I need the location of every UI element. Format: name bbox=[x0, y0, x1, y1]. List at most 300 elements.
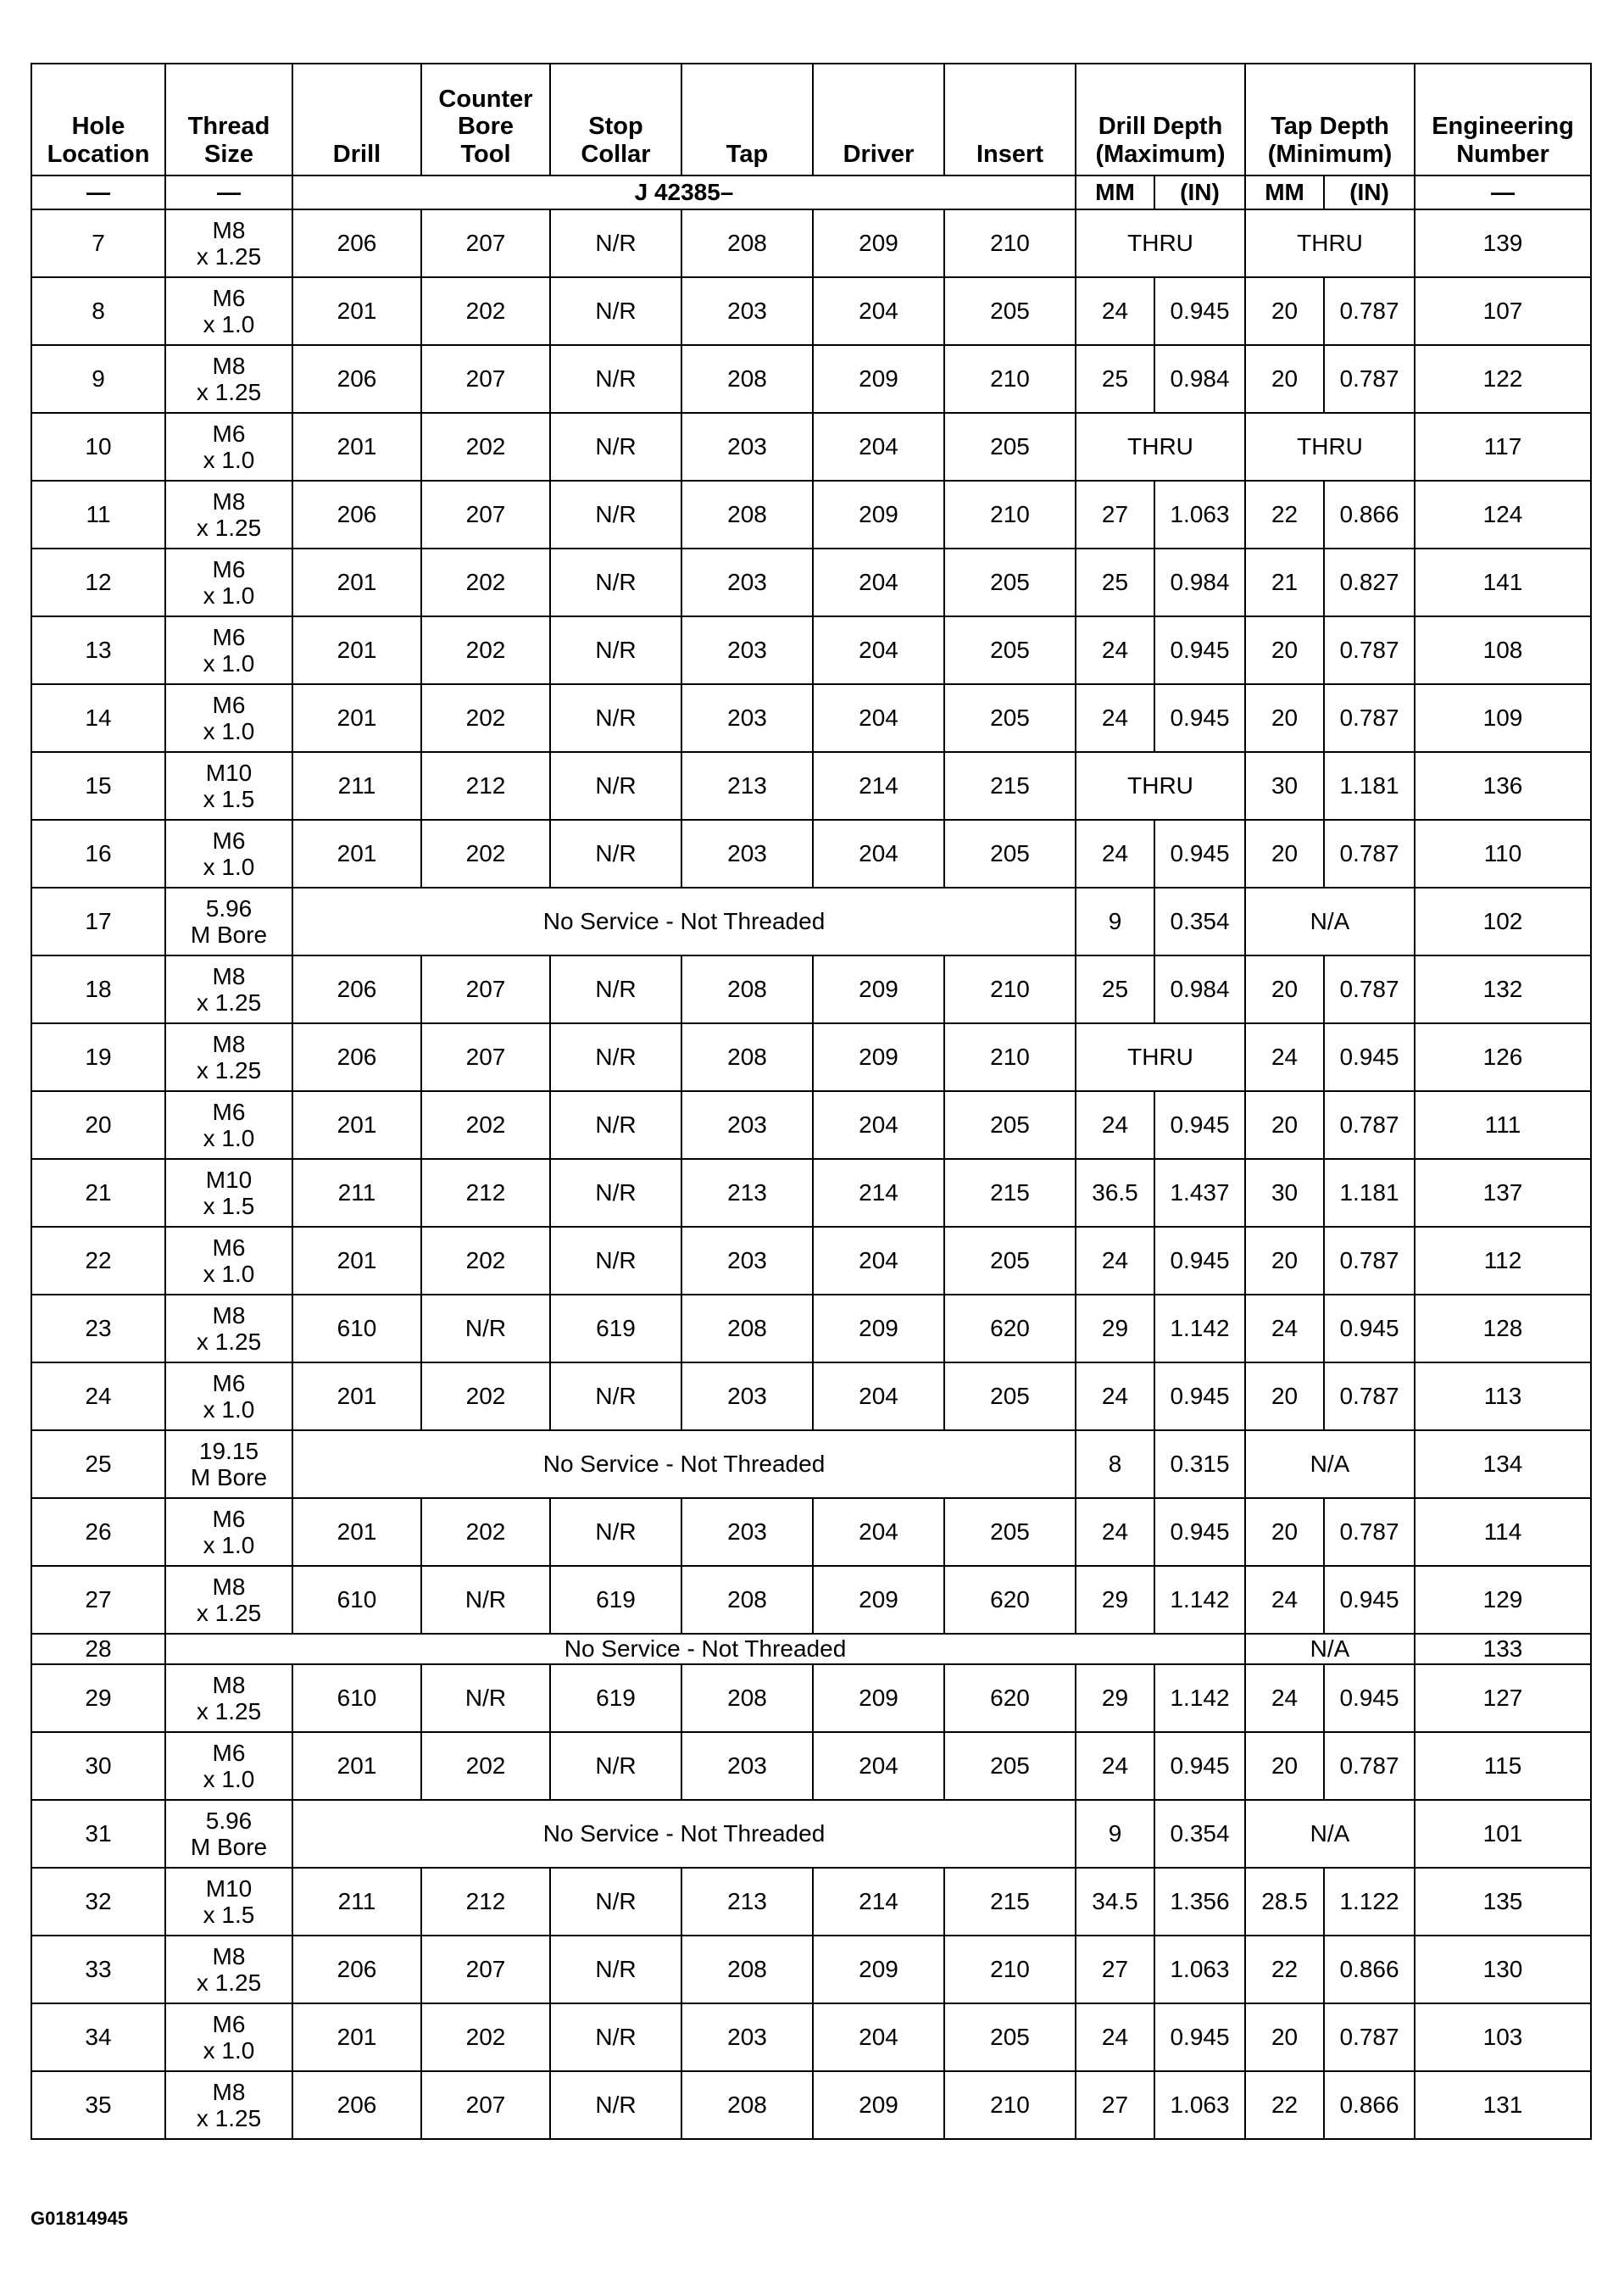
tap-depth-in-cell: 0.945 bbox=[1324, 1664, 1415, 1732]
tap-cell: 203 bbox=[681, 277, 813, 345]
driver-cell: 209 bbox=[813, 1023, 944, 1091]
tap-depth-na-cell: N/A bbox=[1245, 1634, 1415, 1664]
drill-depth-in-cell: 1.063 bbox=[1154, 1936, 1245, 2003]
drill-depth-mm-cell: 24 bbox=[1076, 1091, 1154, 1159]
drill-cell: 211 bbox=[292, 752, 421, 820]
stop-collar-cell: N/R bbox=[550, 209, 681, 277]
header-insert: Insert bbox=[944, 64, 1076, 175]
stop-collar-cell: N/R bbox=[550, 1159, 681, 1227]
tap-depth-in-cell: 1.122 bbox=[1324, 1868, 1415, 1936]
drill-depth-in-cell: 0.945 bbox=[1154, 277, 1245, 345]
driver-cell: 204 bbox=[813, 1091, 944, 1159]
drill-depth-in-cell: 1.063 bbox=[1154, 2071, 1245, 2139]
drill-cell: 201 bbox=[292, 616, 421, 684]
insert-cell: 215 bbox=[944, 1868, 1076, 1936]
engineering-number-cell: 122 bbox=[1415, 345, 1591, 413]
table-row bbox=[31, 209, 1591, 277]
stop-collar-cell: 619 bbox=[550, 1566, 681, 1634]
thread-size-cell: M6 x 1.0 bbox=[165, 1362, 292, 1430]
tap-cell: 213 bbox=[681, 1868, 813, 1936]
hole-location-cell: 7 bbox=[31, 209, 165, 277]
hole-location-cell: 12 bbox=[31, 549, 165, 616]
insert-cell: 620 bbox=[944, 1664, 1076, 1732]
tap-cell: 203 bbox=[681, 549, 813, 616]
hole-location-cell: 24 bbox=[31, 1362, 165, 1430]
counter-bore-tool-cell: 212 bbox=[421, 1159, 550, 1227]
table-row bbox=[31, 1430, 1591, 1498]
counter-bore-tool-cell: 202 bbox=[421, 1498, 550, 1566]
header-thread-size: Thread Size bbox=[165, 64, 292, 175]
engineering-number-cell: 136 bbox=[1415, 752, 1591, 820]
driver-cell: 204 bbox=[813, 684, 944, 752]
tap-depth-mm-cell: 24 bbox=[1245, 1295, 1324, 1362]
counter-bore-tool-cell: N/R bbox=[421, 1664, 550, 1732]
thread-size-cell: M6 x 1.0 bbox=[165, 1498, 292, 1566]
driver-cell: 204 bbox=[813, 2003, 944, 2071]
tap-cell: 203 bbox=[681, 1732, 813, 1800]
drill-depth-in-cell: 1.063 bbox=[1154, 481, 1245, 549]
hole-location-cell: 10 bbox=[31, 413, 165, 481]
drill-depth-mm-cell: 24 bbox=[1076, 616, 1154, 684]
note-cell: No Service - Not Threaded bbox=[292, 1430, 1076, 1498]
table-row bbox=[31, 1800, 1591, 1868]
drill-depth-mm-cell: 24 bbox=[1076, 1732, 1154, 1800]
tap-cell: 208 bbox=[681, 1295, 813, 1362]
tap-depth-mm-cell: 22 bbox=[1245, 1936, 1324, 2003]
tap-depth-in-cell: 0.866 bbox=[1324, 1936, 1415, 2003]
drill-depth-in-cell: 0.945 bbox=[1154, 1732, 1245, 1800]
driver-cell: 214 bbox=[813, 1159, 944, 1227]
tap-cell: 203 bbox=[681, 2003, 813, 2071]
table-row bbox=[31, 345, 1591, 413]
driver-cell: 204 bbox=[813, 413, 944, 481]
engineering-number-cell: 133 bbox=[1415, 1634, 1591, 1664]
header-row bbox=[31, 64, 1591, 175]
tap-depth-in-cell: 0.866 bbox=[1324, 2071, 1415, 2139]
tap-depth-na-cell: N/A bbox=[1245, 1800, 1415, 1868]
drill-depth-mm-cell: 25 bbox=[1076, 345, 1154, 413]
insert-cell: 205 bbox=[944, 1091, 1076, 1159]
hole-location-cell: 11 bbox=[31, 481, 165, 549]
thread-size-cell: M8 x 1.25 bbox=[165, 1295, 292, 1362]
insert-cell: 205 bbox=[944, 549, 1076, 616]
driver-cell: 204 bbox=[813, 549, 944, 616]
insert-cell: 205 bbox=[944, 1498, 1076, 1566]
tap-depth-mm-cell: 20 bbox=[1245, 684, 1324, 752]
subheader-drill-mm: MM bbox=[1076, 175, 1154, 209]
hole-location-cell: 35 bbox=[31, 2071, 165, 2139]
drill-cell: 206 bbox=[292, 345, 421, 413]
insert-cell: 210 bbox=[944, 955, 1076, 1023]
stop-collar-cell: N/R bbox=[550, 2003, 681, 2071]
tap-depth-mm-cell: 30 bbox=[1245, 1159, 1324, 1227]
engineering-number-cell: 110 bbox=[1415, 820, 1591, 888]
thread-size-cell: M6 x 1.0 bbox=[165, 277, 292, 345]
header-drill-depth: Drill Depth (Maximum) bbox=[1076, 64, 1245, 175]
table-row bbox=[31, 1936, 1591, 2003]
stop-collar-cell: N/R bbox=[550, 752, 681, 820]
engineering-number-cell: 132 bbox=[1415, 955, 1591, 1023]
tap-depth-in-cell: 0.787 bbox=[1324, 820, 1415, 888]
thread-size-cell: M6 x 1.0 bbox=[165, 1091, 292, 1159]
drill-cell: 206 bbox=[292, 209, 421, 277]
drill-depth-thru-cell: THRU bbox=[1076, 1023, 1245, 1091]
header-drill: Drill bbox=[292, 64, 421, 175]
drill-depth-mm-cell: 24 bbox=[1076, 1498, 1154, 1566]
table-row bbox=[31, 1566, 1591, 1634]
stop-collar-cell: N/R bbox=[550, 1091, 681, 1159]
driver-cell: 209 bbox=[813, 345, 944, 413]
note-cell: No Service - Not Threaded bbox=[165, 1634, 1245, 1664]
table-row bbox=[31, 684, 1591, 752]
driver-cell: 209 bbox=[813, 1664, 944, 1732]
tap-depth-in-cell: 0.945 bbox=[1324, 1295, 1415, 1362]
drill-depth-mm-cell: 24 bbox=[1076, 1227, 1154, 1295]
tap-cell: 203 bbox=[681, 1498, 813, 1566]
tap-depth-in-cell: 0.827 bbox=[1324, 549, 1415, 616]
thread-size-cell: M8 x 1.25 bbox=[165, 2071, 292, 2139]
drill-depth-mm-cell: 34.5 bbox=[1076, 1868, 1154, 1936]
counter-bore-tool-cell: 202 bbox=[421, 684, 550, 752]
stop-collar-cell: N/R bbox=[550, 955, 681, 1023]
driver-cell: 209 bbox=[813, 1295, 944, 1362]
insert-cell: 210 bbox=[944, 345, 1076, 413]
hole-location-cell: 17 bbox=[31, 888, 165, 955]
tap-depth-mm-cell: 24 bbox=[1245, 1023, 1324, 1091]
engineering-number-cell: 127 bbox=[1415, 1664, 1591, 1732]
tap-depth-in-cell: 0.945 bbox=[1324, 1023, 1415, 1091]
subheader-tap-mm: MM bbox=[1245, 175, 1324, 209]
tap-depth-mm-cell: 20 bbox=[1245, 2003, 1324, 2071]
hole-location-cell: 32 bbox=[31, 1868, 165, 1936]
tap-depth-in-cell: 1.181 bbox=[1324, 752, 1415, 820]
header-engineering-number: Engineering Number bbox=[1415, 64, 1591, 175]
table-row bbox=[31, 1091, 1591, 1159]
tap-depth-in-cell: 0.787 bbox=[1324, 684, 1415, 752]
counter-bore-tool-cell: 212 bbox=[421, 752, 550, 820]
header-tap-depth: Tap Depth (Minimum) bbox=[1245, 64, 1415, 175]
table-row bbox=[31, 1868, 1591, 1936]
table-row bbox=[31, 616, 1591, 684]
table-row bbox=[31, 1023, 1591, 1091]
tap-cell: 208 bbox=[681, 955, 813, 1023]
header-hole-location: Hole Location bbox=[31, 64, 165, 175]
insert-cell: 205 bbox=[944, 413, 1076, 481]
insert-cell: 210 bbox=[944, 209, 1076, 277]
counter-bore-tool-cell: 202 bbox=[421, 413, 550, 481]
engineering-number-cell: 126 bbox=[1415, 1023, 1591, 1091]
thread-size-cell: M8 x 1.25 bbox=[165, 1566, 292, 1634]
tap-depth-mm-cell: 20 bbox=[1245, 345, 1324, 413]
drill-cell: 201 bbox=[292, 1498, 421, 1566]
engineering-number-cell: 103 bbox=[1415, 2003, 1591, 2071]
table-row bbox=[31, 549, 1591, 616]
tap-depth-mm-cell: 22 bbox=[1245, 481, 1324, 549]
driver-cell: 204 bbox=[813, 1498, 944, 1566]
drill-depth-in-cell: 0.945 bbox=[1154, 616, 1245, 684]
tap-cell: 213 bbox=[681, 752, 813, 820]
engineering-number-cell: 108 bbox=[1415, 616, 1591, 684]
thread-size-cell: M6 x 1.0 bbox=[165, 2003, 292, 2071]
drill-depth-mm-cell: 25 bbox=[1076, 955, 1154, 1023]
hole-location-cell: 31 bbox=[31, 1800, 165, 1868]
drill-cell: 201 bbox=[292, 684, 421, 752]
tap-depth-in-cell: 0.787 bbox=[1324, 345, 1415, 413]
tap-cell: 208 bbox=[681, 345, 813, 413]
stop-collar-cell: N/R bbox=[550, 277, 681, 345]
figure-id: G01814945 bbox=[31, 2208, 128, 2229]
table-row bbox=[31, 752, 1591, 820]
drill-depth-mm-cell: 29 bbox=[1076, 1664, 1154, 1732]
hole-location-cell: 22 bbox=[31, 1227, 165, 1295]
thread-size-cell: M6 x 1.0 bbox=[165, 549, 292, 616]
counter-bore-tool-cell: 212 bbox=[421, 1868, 550, 1936]
hole-location-cell: 19 bbox=[31, 1023, 165, 1091]
drill-depth-thru-cell: THRU bbox=[1076, 752, 1245, 820]
drill-depth-in-cell: 0.945 bbox=[1154, 1498, 1245, 1566]
table-body bbox=[31, 209, 1591, 2139]
table-row bbox=[31, 1732, 1591, 1800]
drill-depth-in-cell: 0.945 bbox=[1154, 684, 1245, 752]
tap-depth-mm-cell: 20 bbox=[1245, 616, 1324, 684]
stop-collar-cell: N/R bbox=[550, 413, 681, 481]
hole-location-cell: 18 bbox=[31, 955, 165, 1023]
tap-cell: 208 bbox=[681, 481, 813, 549]
counter-bore-tool-cell: N/R bbox=[421, 1295, 550, 1362]
driver-cell: 209 bbox=[813, 2071, 944, 2139]
insert-cell: 620 bbox=[944, 1295, 1076, 1362]
drill-cell: 201 bbox=[292, 1732, 421, 1800]
thread-size-cell: M6 x 1.0 bbox=[165, 616, 292, 684]
stop-collar-cell: N/R bbox=[550, 820, 681, 888]
driver-cell: 209 bbox=[813, 481, 944, 549]
stop-collar-cell: N/R bbox=[550, 684, 681, 752]
subheader-engineering-number: — bbox=[1415, 175, 1591, 209]
engineering-number-cell: 135 bbox=[1415, 1868, 1591, 1936]
insert-cell: 210 bbox=[944, 1936, 1076, 2003]
hole-location-cell: 21 bbox=[31, 1159, 165, 1227]
thread-size-cell: M8 x 1.25 bbox=[165, 1664, 292, 1732]
driver-cell: 209 bbox=[813, 955, 944, 1023]
hole-location-cell: 26 bbox=[31, 1498, 165, 1566]
driver-cell: 214 bbox=[813, 1868, 944, 1936]
engineering-number-cell: 115 bbox=[1415, 1732, 1591, 1800]
tap-depth-in-cell: 1.181 bbox=[1324, 1159, 1415, 1227]
stop-collar-cell: 619 bbox=[550, 1664, 681, 1732]
stop-collar-cell: N/R bbox=[550, 549, 681, 616]
engineering-number-cell: 113 bbox=[1415, 1362, 1591, 1430]
drill-depth-in-cell: 0.984 bbox=[1154, 549, 1245, 616]
tap-depth-mm-cell: 30 bbox=[1245, 752, 1324, 820]
stop-collar-cell: N/R bbox=[550, 1227, 681, 1295]
engineering-number-cell: 130 bbox=[1415, 1936, 1591, 2003]
tap-cell: 203 bbox=[681, 413, 813, 481]
hole-location-cell: 8 bbox=[31, 277, 165, 345]
tap-depth-mm-cell: 20 bbox=[1245, 1498, 1324, 1566]
tap-depth-in-cell: 0.787 bbox=[1324, 1498, 1415, 1566]
thread-size-cell: M6 x 1.0 bbox=[165, 1732, 292, 1800]
hole-location-cell: 29 bbox=[31, 1664, 165, 1732]
tap-depth-mm-cell: 24 bbox=[1245, 1664, 1324, 1732]
tap-cell: 208 bbox=[681, 2071, 813, 2139]
drill-depth-mm-cell: 24 bbox=[1076, 2003, 1154, 2071]
drill-depth-in-cell: 0.315 bbox=[1154, 1430, 1245, 1498]
drill-depth-mm-cell: 24 bbox=[1076, 277, 1154, 345]
subheader-thread-size: — bbox=[165, 175, 292, 209]
thread-size-cell: 19.15 M Bore bbox=[165, 1430, 292, 1498]
tap-depth-mm-cell: 20 bbox=[1245, 820, 1324, 888]
counter-bore-tool-cell: 207 bbox=[421, 955, 550, 1023]
engineering-number-cell: 101 bbox=[1415, 1800, 1591, 1868]
drill-cell: 211 bbox=[292, 1868, 421, 1936]
tap-depth-thru-cell: THRU bbox=[1245, 413, 1415, 481]
thread-size-cell: M8 x 1.25 bbox=[165, 1936, 292, 2003]
drill-cell: 206 bbox=[292, 1936, 421, 2003]
drill-cell: 201 bbox=[292, 2003, 421, 2071]
drill-depth-in-cell: 0.984 bbox=[1154, 955, 1245, 1023]
drill-depth-mm-cell: 36.5 bbox=[1076, 1159, 1154, 1227]
header-driver: Driver bbox=[813, 64, 944, 175]
tap-depth-in-cell: 0.787 bbox=[1324, 1732, 1415, 1800]
drill-depth-in-cell: 1.142 bbox=[1154, 1664, 1245, 1732]
tap-depth-in-cell: 0.787 bbox=[1324, 616, 1415, 684]
drill-cell: 206 bbox=[292, 2071, 421, 2139]
insert-cell: 205 bbox=[944, 1362, 1076, 1430]
tap-depth-in-cell: 0.787 bbox=[1324, 1227, 1415, 1295]
engineering-number-cell: 109 bbox=[1415, 684, 1591, 752]
tap-depth-mm-cell: 20 bbox=[1245, 1362, 1324, 1430]
stop-collar-cell: N/R bbox=[550, 345, 681, 413]
table-row bbox=[31, 1498, 1591, 1566]
thread-size-cell: M6 x 1.0 bbox=[165, 413, 292, 481]
thread-size-cell: M8 x 1.25 bbox=[165, 1023, 292, 1091]
engineering-number-cell: 139 bbox=[1415, 209, 1591, 277]
subheader-tap-in: (IN) bbox=[1324, 175, 1415, 209]
table-row bbox=[31, 888, 1591, 955]
drill-cell: 201 bbox=[292, 1227, 421, 1295]
insert-cell: 215 bbox=[944, 752, 1076, 820]
insert-cell: 210 bbox=[944, 1023, 1076, 1091]
stop-collar-cell: N/R bbox=[550, 616, 681, 684]
thread-size-cell: M8 x 1.25 bbox=[165, 345, 292, 413]
tap-cell: 203 bbox=[681, 616, 813, 684]
hole-location-cell: 34 bbox=[31, 2003, 165, 2071]
counter-bore-tool-cell: 207 bbox=[421, 2071, 550, 2139]
driver-cell: 204 bbox=[813, 1732, 944, 1800]
tap-cell: 203 bbox=[681, 684, 813, 752]
engineering-number-cell: 107 bbox=[1415, 277, 1591, 345]
tap-cell: 213 bbox=[681, 1159, 813, 1227]
drill-depth-mm-cell: 29 bbox=[1076, 1295, 1154, 1362]
hole-location-cell: 14 bbox=[31, 684, 165, 752]
insert-cell: 215 bbox=[944, 1159, 1076, 1227]
note-cell: No Service - Not Threaded bbox=[292, 1800, 1076, 1868]
tap-depth-na-cell: N/A bbox=[1245, 888, 1415, 955]
table-row bbox=[31, 1664, 1591, 1732]
insert-cell: 205 bbox=[944, 2003, 1076, 2071]
table-row bbox=[31, 820, 1591, 888]
drill-depth-mm-cell: 27 bbox=[1076, 481, 1154, 549]
tap-depth-in-cell: 0.787 bbox=[1324, 955, 1415, 1023]
drill-depth-in-cell: 0.984 bbox=[1154, 345, 1245, 413]
hole-location-cell: 28 bbox=[31, 1634, 165, 1664]
table-row bbox=[31, 2071, 1591, 2139]
tap-depth-mm-cell: 20 bbox=[1245, 955, 1324, 1023]
drill-depth-mm-cell: 27 bbox=[1076, 1936, 1154, 2003]
table-row bbox=[31, 1159, 1591, 1227]
driver-cell: 204 bbox=[813, 1227, 944, 1295]
thread-size-cell: M6 x 1.0 bbox=[165, 820, 292, 888]
tap-cell: 208 bbox=[681, 1664, 813, 1732]
insert-cell: 620 bbox=[944, 1566, 1076, 1634]
subheader-hole-location: — bbox=[31, 175, 165, 209]
drill-depth-in-cell: 1.356 bbox=[1154, 1868, 1245, 1936]
subheader-tool-prefix: J 42385– bbox=[292, 175, 1076, 209]
hole-location-cell: 30 bbox=[31, 1732, 165, 1800]
tap-depth-thru-cell: THRU bbox=[1245, 209, 1415, 277]
engineering-number-cell: 128 bbox=[1415, 1295, 1591, 1362]
stop-collar-cell: N/R bbox=[550, 1936, 681, 2003]
driver-cell: 209 bbox=[813, 1566, 944, 1634]
drill-cell: 610 bbox=[292, 1664, 421, 1732]
insert-cell: 210 bbox=[944, 481, 1076, 549]
hole-location-cell: 27 bbox=[31, 1566, 165, 1634]
drill-depth-mm-cell: 29 bbox=[1076, 1566, 1154, 1634]
tap-depth-in-cell: 0.787 bbox=[1324, 2003, 1415, 2071]
engineering-number-cell: 141 bbox=[1415, 549, 1591, 616]
header-stop-collar: Stop Collar bbox=[550, 64, 681, 175]
driver-cell: 204 bbox=[813, 616, 944, 684]
counter-bore-tool-cell: 207 bbox=[421, 1023, 550, 1091]
hole-location-cell: 16 bbox=[31, 820, 165, 888]
drill-cell: 206 bbox=[292, 955, 421, 1023]
tap-cell: 208 bbox=[681, 1023, 813, 1091]
engineering-number-cell: 112 bbox=[1415, 1227, 1591, 1295]
stop-collar-cell: N/R bbox=[550, 1362, 681, 1430]
drill-cell: 206 bbox=[292, 1023, 421, 1091]
tap-depth-mm-cell: 20 bbox=[1245, 277, 1324, 345]
hole-location-cell: 15 bbox=[31, 752, 165, 820]
thread-size-cell: M10 x 1.5 bbox=[165, 1159, 292, 1227]
stop-collar-cell: N/R bbox=[550, 2071, 681, 2139]
engineering-number-cell: 134 bbox=[1415, 1430, 1591, 1498]
drill-depth-in-cell: 1.437 bbox=[1154, 1159, 1245, 1227]
insert-cell: 205 bbox=[944, 820, 1076, 888]
table-row bbox=[31, 1362, 1591, 1430]
drill-depth-mm-cell: 24 bbox=[1076, 1362, 1154, 1430]
drill-cell: 201 bbox=[292, 1362, 421, 1430]
driver-cell: 214 bbox=[813, 752, 944, 820]
counter-bore-tool-cell: N/R bbox=[421, 1566, 550, 1634]
stop-collar-cell: N/R bbox=[550, 1023, 681, 1091]
thread-size-cell: M6 x 1.0 bbox=[165, 1227, 292, 1295]
drill-depth-in-cell: 1.142 bbox=[1154, 1566, 1245, 1634]
drill-cell: 610 bbox=[292, 1295, 421, 1362]
drill-cell: 610 bbox=[292, 1566, 421, 1634]
tap-cell: 203 bbox=[681, 1091, 813, 1159]
drill-cell: 206 bbox=[292, 481, 421, 549]
counter-bore-tool-cell: 202 bbox=[421, 277, 550, 345]
counter-bore-tool-cell: 207 bbox=[421, 209, 550, 277]
drill-cell: 201 bbox=[292, 413, 421, 481]
drill-depth-in-cell: 0.945 bbox=[1154, 820, 1245, 888]
counter-bore-tool-cell: 202 bbox=[421, 2003, 550, 2071]
drill-depth-in-cell: 0.945 bbox=[1154, 2003, 1245, 2071]
hole-specification-table bbox=[31, 63, 1592, 2140]
counter-bore-tool-cell: 202 bbox=[421, 616, 550, 684]
counter-bore-tool-cell: 202 bbox=[421, 1227, 550, 1295]
drill-depth-in-cell: 0.354 bbox=[1154, 1800, 1245, 1868]
